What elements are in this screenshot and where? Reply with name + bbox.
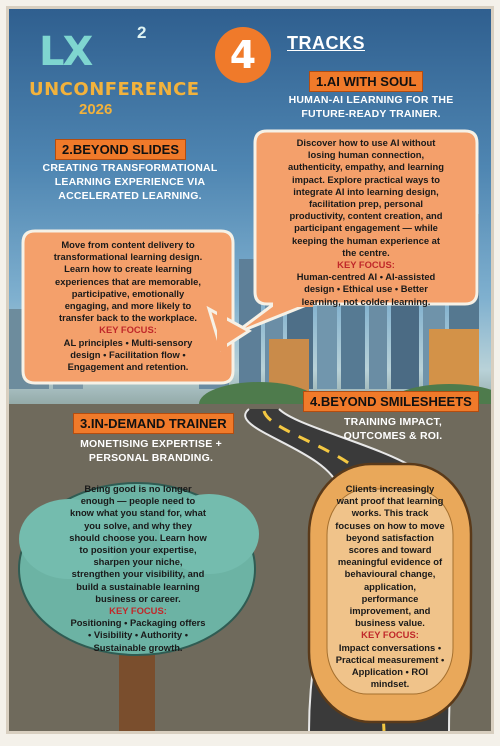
track4-title: 4.BEYOND SMILESHEETS — [303, 391, 479, 412]
body-line: know what you stand for, what — [70, 507, 206, 519]
body-line: focuses on how to move — [335, 519, 445, 531]
focus-line: learning, not colder learning. — [301, 295, 431, 307]
logo-unconference: UNCONFERENCE — [29, 79, 200, 100]
tracks-title: TRACKS — [287, 33, 365, 53]
subtitle-line: PERSONAL BRANDING. — [88, 452, 214, 464]
subtitle-line: CREATING TRANSFORMATIONAL — [42, 162, 218, 174]
body-line: enough — people need to — [80, 495, 196, 507]
subtitle-line: LEARNING EXPERIENCE VIA — [54, 176, 206, 188]
body-line: want proof that learning — [336, 495, 444, 507]
focus-line: mindset. — [370, 678, 410, 690]
focus-line: • Visibility • Authority • — [88, 629, 188, 641]
body-line: Learn how to create learning — [64, 263, 192, 275]
body-line: works. This track — [351, 507, 429, 519]
focus-line: Application • ROI — [351, 666, 429, 678]
body-line: sharpen your niche, — [93, 556, 183, 568]
body-line: improvement, and — [349, 605, 431, 617]
body-line: losing human connection, — [307, 149, 425, 161]
body-line: Being good is no longer — [84, 483, 192, 494]
body-line: engaging, and more likely to — [64, 300, 192, 312]
body-line: business or career. — [95, 592, 181, 604]
track3-body — [35, 483, 241, 654]
track4-body — [313, 483, 467, 690]
key-focus-label: KEY FOCUS: — [99, 324, 157, 336]
body-line: strengthen your visibility, and — [71, 568, 205, 580]
tracks-number-badge — [215, 27, 271, 83]
body-line: Discover how to use AI without — [296, 137, 436, 148]
poster — [6, 6, 494, 734]
body-line: transformational learning design. — [53, 251, 203, 263]
focus-line: design • Facilitation flow • — [70, 348, 186, 360]
focus-line: Positioning • Packaging offers — [70, 617, 206, 629]
body-line: Move from content delivery to — [61, 239, 195, 250]
body-line: productivity, content creation, and — [289, 210, 443, 222]
logo-superscript: 2 — [137, 23, 147, 42]
focus-line: Practical measurement • — [335, 653, 445, 665]
subtitle-line: MONETISING EXPERTISE + — [80, 438, 222, 450]
focus-line: AL principles • Multi-sensory — [63, 336, 193, 348]
track2-body — [25, 239, 231, 373]
key-focus-label: KEY FOCUS: — [337, 259, 395, 271]
track2-title: 2.BEYOND SLIDES — [55, 139, 186, 160]
body-line: transfer back to the workplace. — [58, 312, 198, 324]
body-line: to position your expertise, — [79, 544, 197, 556]
track1-body — [259, 137, 473, 308]
subtitle-line: FUTURE-READY TRAINER. — [301, 108, 441, 120]
key-focus-label: KEY FOCUS: — [109, 605, 167, 617]
body-line: build a sustainable learning — [76, 580, 200, 592]
focus-line: Impact conversations • — [338, 641, 442, 653]
key-focus-label: KEY FOCUS: — [361, 629, 419, 641]
body-line: performance — [361, 592, 419, 604]
body-line: authenticity, empathy, and learning — [288, 161, 444, 173]
focus-line: design • Ethical use • Better — [304, 283, 428, 295]
focus-line: Sustainable growth. — [93, 641, 183, 653]
body-line: scores and toward — [348, 544, 432, 556]
body-line: behavioural change, — [344, 568, 436, 580]
body-line: integrate AI into learning design, — [293, 185, 439, 197]
body-line: meaningful evidence of — [337, 556, 443, 568]
track2-subtitle — [25, 161, 235, 203]
logo-year: 2026 — [79, 101, 113, 118]
body-line: impact. Explore practical ways to — [292, 173, 440, 185]
tracks-number: 4 — [229, 33, 257, 77]
body-line: beyond satisfaction — [345, 531, 435, 543]
body-line: application, — [363, 580, 417, 592]
subtitle-line: ACCELERATED LEARNING. — [58, 190, 202, 202]
body-line: business value. — [355, 617, 425, 629]
body-line: you solve, and why they — [84, 519, 192, 531]
body-line: the centre. — [342, 246, 390, 258]
body-line: should choose you. Learn how — [69, 531, 207, 543]
track3-subtitle — [61, 437, 241, 465]
track3-title: 3.IN-DEMAND TRAINER — [73, 413, 234, 434]
focus-line: Human-centred AI • AI-assisted — [296, 271, 436, 283]
body-line: experiences that are memorable, — [55, 275, 201, 287]
logo-lx: LX — [39, 29, 92, 75]
subtitle-line: OUTCOMES & ROI. — [343, 430, 443, 442]
track4-subtitle — [305, 415, 481, 443]
track1-title: 1.AI WITH SOUL — [309, 71, 423, 92]
subtitle-line: HUMAN-AI LEARNING FOR THE — [288, 94, 454, 106]
body-line: Clients increasingly — [345, 483, 435, 494]
body-line: participant engagement — while — [294, 222, 438, 234]
focus-line: Engagement and retention. — [67, 361, 189, 373]
body-line: facilitation prep, personal — [308, 198, 424, 210]
body-line: participative, emotionally — [71, 287, 185, 299]
subtitle-line: TRAINING IMPACT, — [343, 416, 443, 428]
body-line: keeping the human experience at — [292, 234, 440, 246]
track1-subtitle — [271, 93, 471, 121]
